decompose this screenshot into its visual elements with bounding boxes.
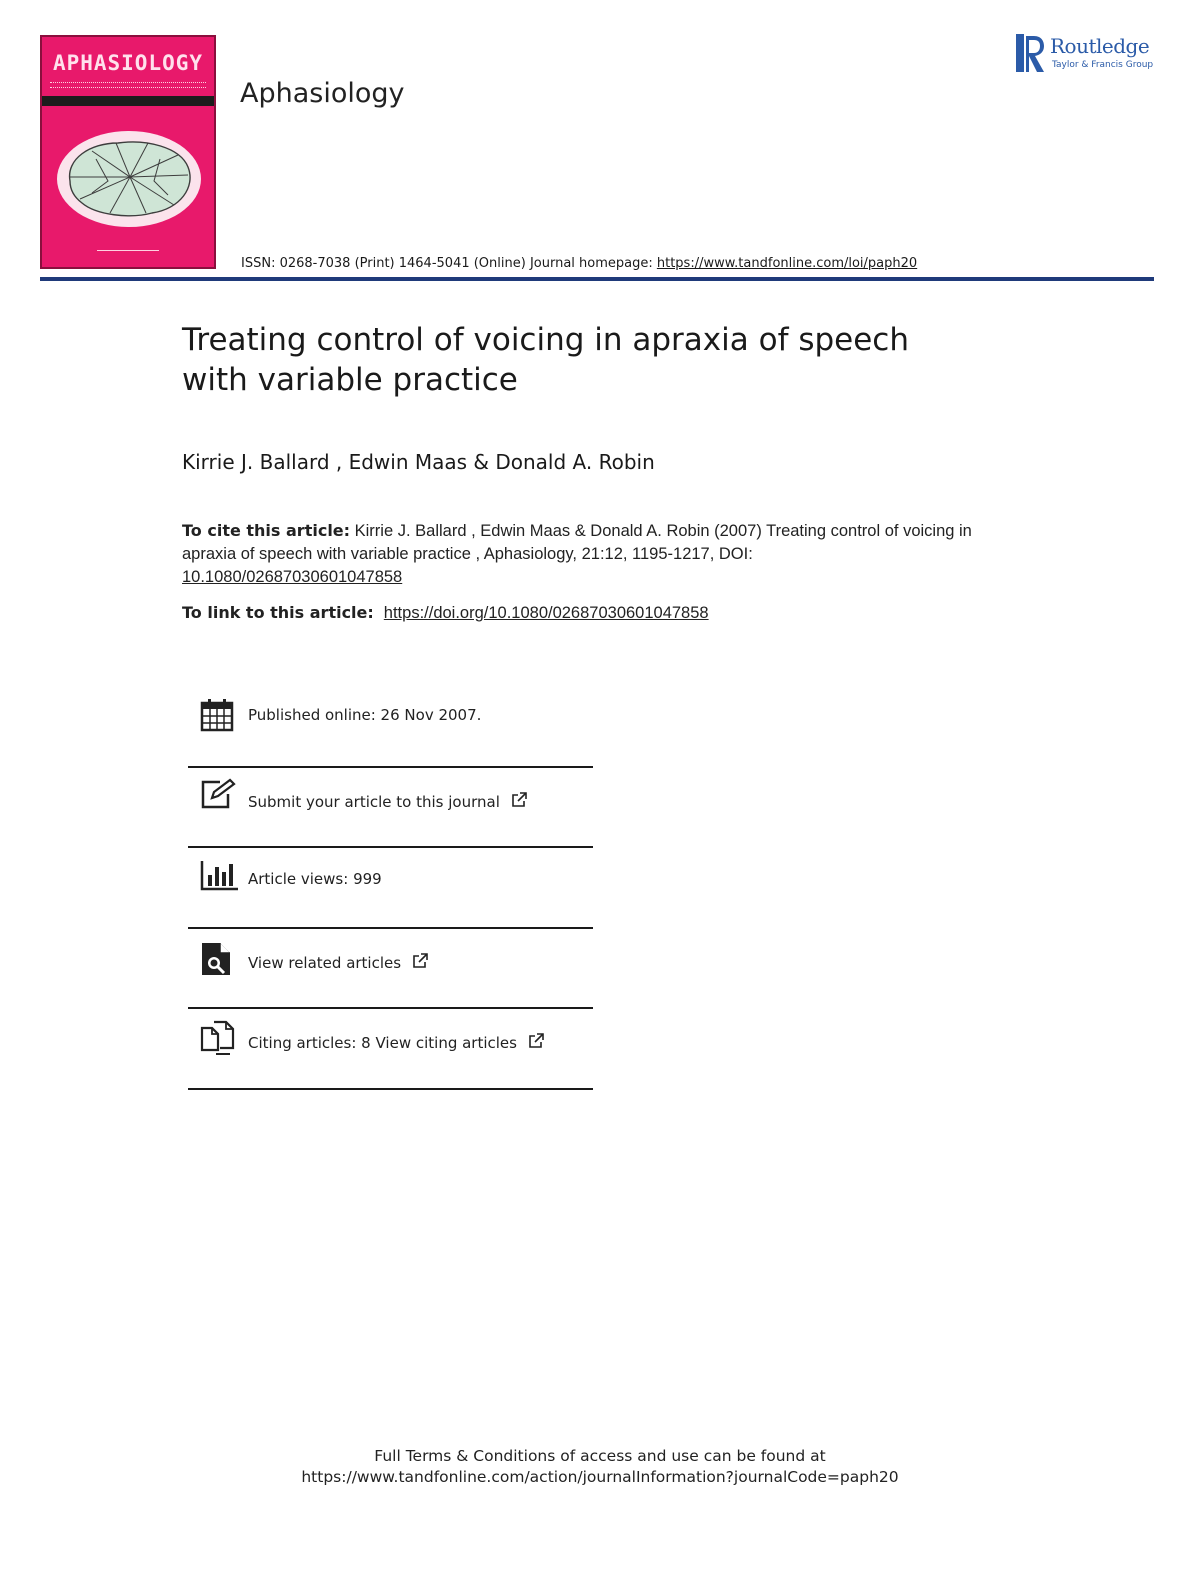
cite-text: Kirrie J. Ballard , Edwin Maas & Donald A. Robin (2007) Treating control of voicing in apraxia of speech with variable practice , Aphasiology, 21:12, 1195-1217, DOI: bbox=[182, 522, 972, 563]
footer bbox=[0, 1446, 1200, 1488]
external-link-icon bbox=[412, 953, 428, 969]
submit-article-label: Submit your article to this journal bbox=[248, 793, 500, 811]
related-articles-link[interactable] bbox=[248, 953, 428, 972]
citing-articles-label: Citing articles: 8 View citing articles bbox=[248, 1034, 517, 1052]
journal-cover-image bbox=[40, 35, 216, 269]
article-views-text: Article views: 999 bbox=[248, 870, 382, 888]
cover-subtitle-decoration bbox=[50, 82, 206, 88]
cover-band bbox=[42, 96, 214, 106]
brain-illustration bbox=[56, 129, 202, 229]
published-online-text: Published online: 26 Nov 2007. bbox=[248, 706, 482, 724]
citing-articles-link[interactable] bbox=[248, 1033, 544, 1052]
publisher-logo bbox=[1016, 34, 1158, 78]
footer-terms-link[interactable]: https://www.tandfonline.com/action/journalInformation?journalCode=paph20 bbox=[301, 1468, 899, 1486]
related-articles-row[interactable] bbox=[188, 937, 593, 1017]
article-views-row bbox=[188, 856, 593, 936]
cite-doi-link[interactable]: 10.1080/02687030601047858 bbox=[182, 568, 403, 586]
cite-label: To cite this article: bbox=[182, 521, 351, 540]
journal-homepage-link[interactable]: https://www.tandfonline.com/loi/paph20 bbox=[656, 256, 918, 271]
cover-publisher-mark bbox=[97, 250, 159, 257]
copy-documents-icon bbox=[200, 1020, 236, 1058]
external-link-icon bbox=[528, 1033, 544, 1049]
article-link-line bbox=[182, 603, 709, 623]
routledge-r-icon bbox=[1016, 34, 1046, 74]
footer-terms-text: Full Terms & Conditions of access and use can be found at bbox=[374, 1447, 826, 1465]
divider bbox=[188, 1007, 593, 1009]
citing-articles-row[interactable] bbox=[188, 1017, 593, 1097]
divider bbox=[188, 1088, 593, 1090]
article-authors: Kirrie J. Ballard , Edwin Maas & Donald A. Robin bbox=[182, 450, 655, 474]
submit-article-row[interactable] bbox=[188, 776, 593, 856]
divider bbox=[188, 927, 593, 929]
published-online-row bbox=[188, 696, 593, 776]
calendar-icon bbox=[200, 698, 234, 732]
document-search-icon bbox=[200, 941, 232, 977]
issn-text: ISSN: 0268-7038 (Print) 1464-5041 (Online) Journal homepage: bbox=[241, 256, 657, 271]
divider bbox=[188, 766, 593, 768]
bar-chart-icon bbox=[200, 859, 240, 891]
link-label: To link to this article: bbox=[182, 603, 374, 622]
issn-line bbox=[241, 256, 917, 271]
edit-icon bbox=[200, 778, 236, 810]
citation-block bbox=[182, 519, 972, 589]
divider bbox=[188, 846, 593, 848]
publisher-name: Routledge bbox=[1050, 34, 1150, 58]
journal-title: Aphasiology bbox=[240, 78, 405, 109]
article-doi-link[interactable]: https://doi.org/10.1080/02687030601047858 bbox=[383, 604, 709, 622]
publisher-tagline: Taylor & Francis Group bbox=[1052, 60, 1154, 70]
header-divider bbox=[40, 277, 1154, 281]
related-articles-label: View related articles bbox=[248, 954, 402, 972]
external-link-icon bbox=[511, 792, 527, 808]
article-title: Treating control of voicing in apraxia of speech with variable practice bbox=[182, 322, 910, 398]
submit-article-link[interactable] bbox=[248, 792, 527, 811]
cover-title: APHASIOLOGY bbox=[52, 51, 204, 75]
